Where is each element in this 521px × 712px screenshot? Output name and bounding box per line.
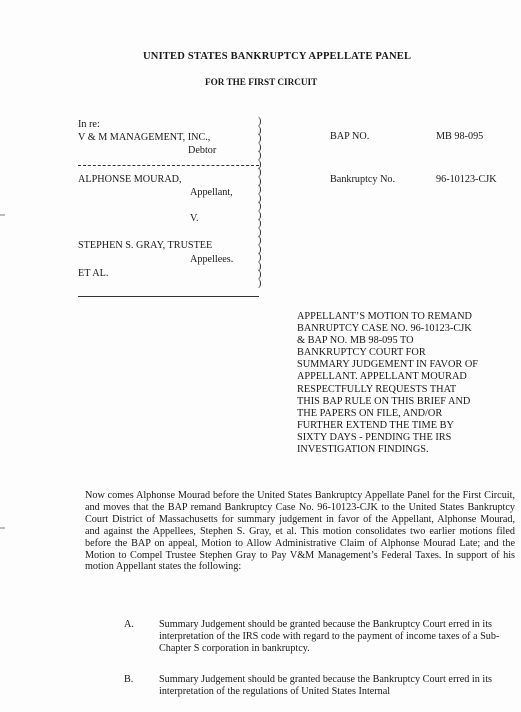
appellee-role: Appellees.: [190, 254, 234, 265]
appellant-name: ALPHONSE MOURAD,: [78, 174, 182, 185]
item-text: Summary Judgement should be granted because the Bankruptcy Court erred in its interpretation of the IRS code with regard to the payment of income taxes of a Sub-Chapter S corporation in bankruptcy.: [159, 619, 500, 654]
court-subtitle: FOR THE FIRST CIRCUIT: [205, 77, 318, 87]
motion-title: APPELLANT’S MOTION TO REMAND BANRUPTCY CASE NO. 96-10123-CJK & BAP NO. MB 98-095 TO BANKRUPTCY COURT FOR SUMMARY JUDGEMENT IN FAVOR OF APPELLANT. APPELLANT MOURAD RESPECTFULLY REQUESTS THAT THIS BAP RULE ON THIS BRIEF AND THE PAPERS ON FILE, AND/OR FURTHER EXTEND THE TIME BY SIXTY DAYS - PENDING THE IRS INVESTIGATION FINDINGS.: [297, 311, 478, 456]
scan-mark: [0, 214, 5, 216]
appellee-name: STEPHEN S. GRAY, TRUSTEE: [78, 240, 213, 251]
bankruptcy-no-label: Bankruptcy No.: [330, 174, 396, 185]
appellant-role: Appellant,: [190, 187, 233, 198]
item-letter: B.: [124, 674, 134, 685]
bankruptcy-no-value: 96-10123-CJK: [436, 174, 497, 185]
caption-parentheses: ) ) ) ) ) ) ) ) ) ) ) ) ) ) ) ) ) ) ) ): [258, 116, 262, 289]
item-text: Summary Judgement should be granted because the Bankruptcy Court erred in its interpretation of the regulations of United States Internal: [159, 674, 492, 697]
body-paragraph: Now comes Alphonse Mourad before the United States Bankruptcy Appellate Panel for the First Circuit, and moves that the BAP remand Bankruptcy Case No. 96-10123-CJK to the United States Bankruptcy Court District of Massachusetts for summary judgement in favor of the Appellant, Alphonse Mourad, and against the Appellees, Stephen S. Gray, et al. This motion consolidates two earlier motions filed before the BAP on appeal, Motion to Allow Administrative Claim of Alphonse Mourad Late; and the Motion to Compel Trustee Stephen Gray to Pay V&M Management’s Federal Taxes. In support of his motion Appellant states the following:: [85, 490, 515, 573]
et-al-label: ET AL.: [78, 268, 109, 279]
bap-no-label: BAP NO.: [330, 131, 370, 142]
in-re-label: In re:: [78, 119, 100, 130]
caption-bottom-rule: [78, 296, 259, 297]
item-letter: A.: [124, 619, 134, 630]
debtor-name: V & M MANAGEMENT, INC.,: [78, 132, 211, 143]
scan-mark: [0, 527, 5, 529]
versus-label: V.: [190, 213, 199, 224]
caption-divider: [78, 165, 259, 166]
debtor-role: Debtor: [188, 145, 217, 156]
bap-no-value: MB 98-095: [436, 131, 484, 142]
court-title: UNITED STATES BANKRUPTCY APPELLATE PANEL: [143, 51, 412, 62]
